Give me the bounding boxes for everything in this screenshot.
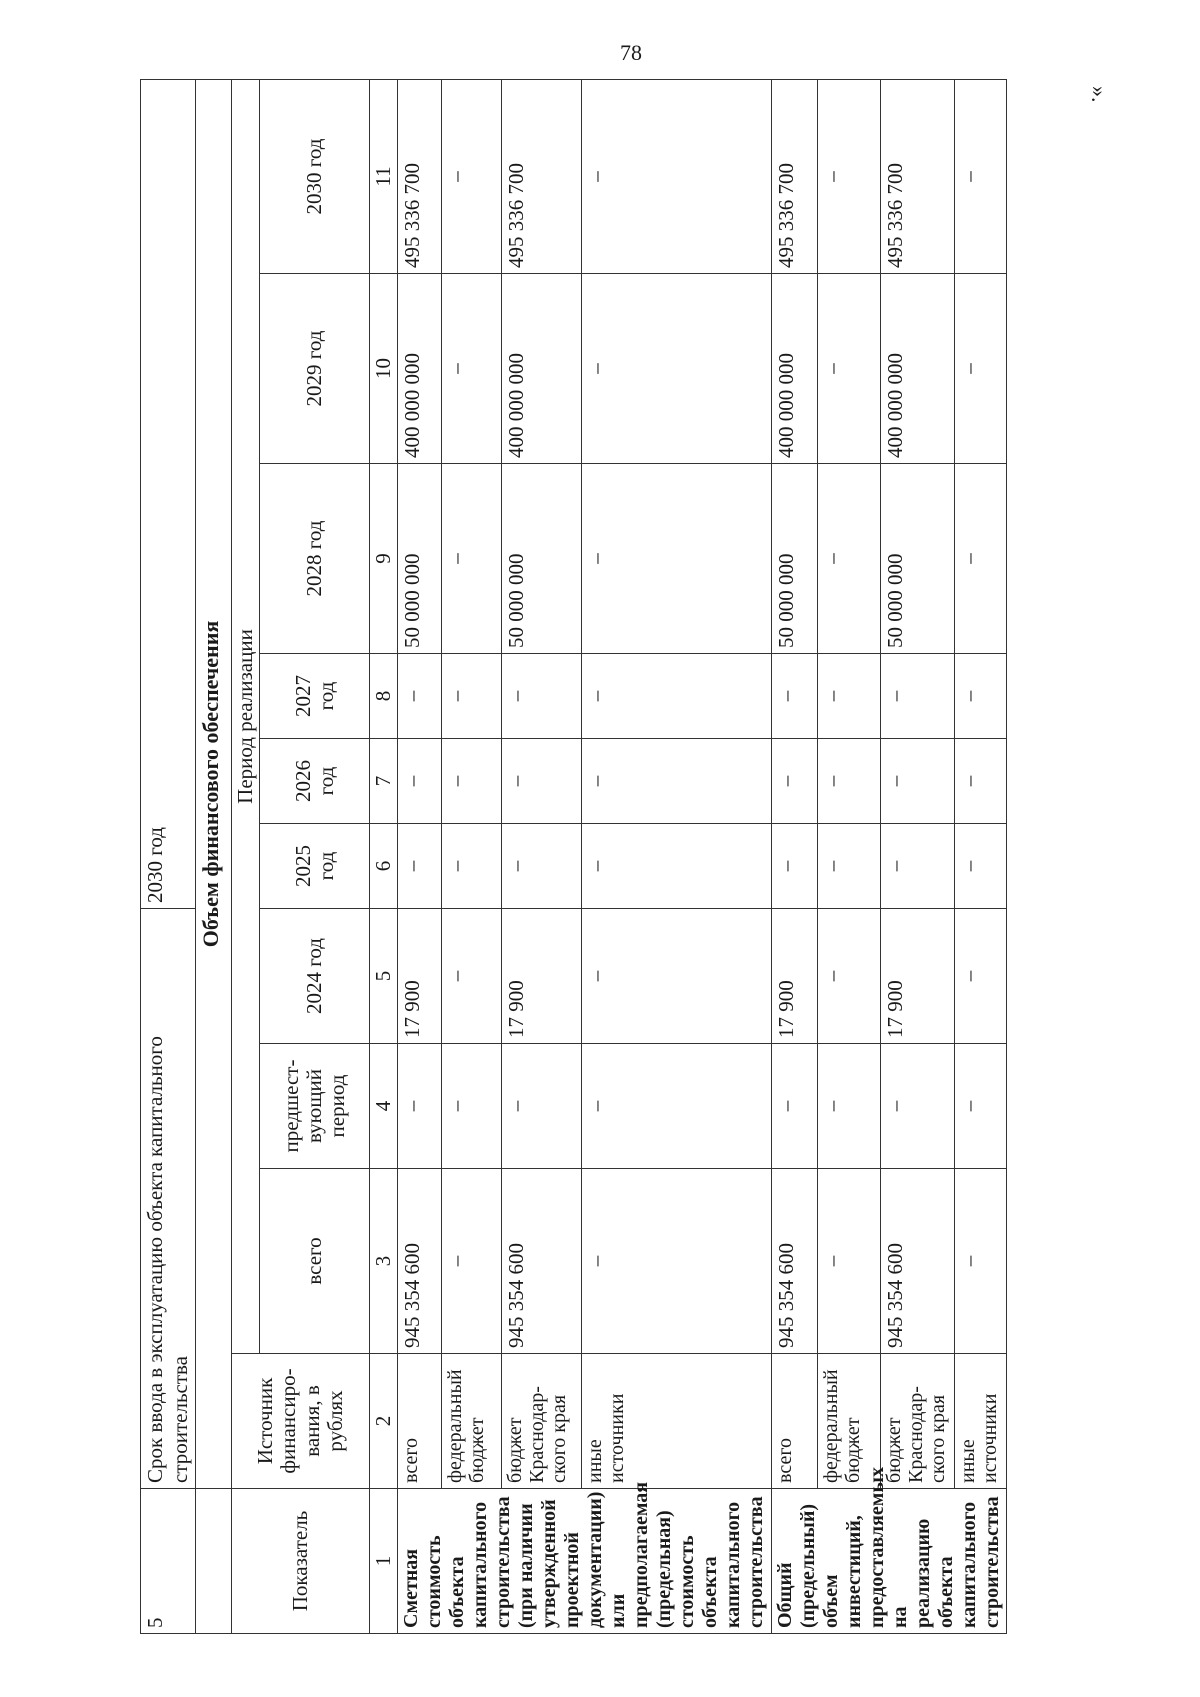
value-cell: – <box>818 654 881 739</box>
value-cell: 50 000 000 <box>398 464 442 654</box>
indicator-cell: Сметная стоимость объекта капитального строительства (при наличии утвержденной проектной документации) или предполагаемая (предельная) стоимость объекта капитального строительства <box>398 1489 772 1634</box>
value-cell: – <box>954 1044 1006 1169</box>
value-cell: – <box>880 654 954 739</box>
value-cell: 945 354 600 <box>880 1169 954 1354</box>
value-cell: – <box>502 739 582 824</box>
value-cell: 400 000 000 <box>502 274 582 464</box>
table-row <box>442 79 502 1633</box>
header-period-group: Период реализации <box>232 79 260 1353</box>
value-cell: – <box>818 79 881 273</box>
term-index: 5 <box>141 1489 196 1634</box>
value-cell: – <box>582 824 772 909</box>
header-2026: 2026 год <box>260 739 370 824</box>
header-2030: 2030 год <box>260 79 370 273</box>
value-cell: 17 900 <box>398 909 442 1044</box>
source-cell: иные источники <box>954 1354 1006 1489</box>
indicator-cell: Общий (предельный) объем инвестиций, предоставляемых на реализацию объекта капитального строительства <box>772 1489 1007 1634</box>
value-cell: 945 354 600 <box>398 1169 442 1354</box>
value-cell: – <box>442 739 502 824</box>
table-row <box>880 79 954 1633</box>
value-cell: – <box>818 1169 881 1354</box>
source-cell: федеральный бюджет <box>818 1354 881 1489</box>
value-cell: 495 336 700 <box>502 79 582 273</box>
col-num: 8 <box>370 654 398 739</box>
value-cell: – <box>398 824 442 909</box>
value-cell: 17 900 <box>772 909 818 1044</box>
table-row <box>582 79 772 1633</box>
value-cell: – <box>398 1044 442 1169</box>
value-cell: – <box>582 654 772 739</box>
col-num: 11 <box>370 79 398 273</box>
value-cell: – <box>818 464 881 654</box>
header-2027: 2027 год <box>260 654 370 739</box>
value-cell: – <box>772 824 818 909</box>
value-cell: 495 336 700 <box>880 79 954 273</box>
value-cell: – <box>582 464 772 654</box>
value-cell: – <box>582 739 772 824</box>
header-2024: 2024 год <box>260 909 370 1044</box>
value-cell: – <box>954 274 1006 464</box>
source-cell: всего <box>772 1354 818 1489</box>
source-cell: бюджет Краснодар-ского края <box>502 1354 582 1489</box>
value-cell: – <box>582 1044 772 1169</box>
value-cell: – <box>442 274 502 464</box>
source-cell: иные источники <box>582 1354 772 1489</box>
table-row <box>818 79 881 1633</box>
value-cell: – <box>442 79 502 273</box>
section-title: Объем финансового обеспечения <box>196 79 232 1488</box>
rotated-table-page <box>140 80 1109 1634</box>
col-num: 3 <box>370 1169 398 1354</box>
value-cell: – <box>772 654 818 739</box>
value-cell: – <box>502 1044 582 1169</box>
value-cell: – <box>818 824 881 909</box>
value-cell: – <box>818 274 881 464</box>
value-cell: – <box>582 1169 772 1354</box>
value-cell: 495 336 700 <box>772 79 818 273</box>
value-cell: – <box>442 654 502 739</box>
value-cell: – <box>442 824 502 909</box>
col-num: 5 <box>370 909 398 1044</box>
source-cell: федеральный бюджет <box>442 1354 502 1489</box>
col-num: 6 <box>370 824 398 909</box>
value-cell: – <box>772 1044 818 1169</box>
value-cell: – <box>442 1044 502 1169</box>
column-number-row <box>370 79 398 1633</box>
header-2029: 2029 год <box>260 274 370 464</box>
value-cell: 17 900 <box>880 909 954 1044</box>
value-cell: 400 000 000 <box>398 274 442 464</box>
table-row <box>398 79 442 1633</box>
value-cell: 50 000 000 <box>880 464 954 654</box>
header-total: всего <box>260 1169 370 1354</box>
col-num: 2 <box>370 1354 398 1489</box>
value-cell: – <box>954 654 1006 739</box>
header-2025: 2025 год <box>260 824 370 909</box>
term-row <box>141 79 196 1633</box>
col-num: 10 <box>370 274 398 464</box>
value-cell: 50 000 000 <box>772 464 818 654</box>
value-cell: – <box>954 909 1006 1044</box>
value-cell: – <box>880 824 954 909</box>
value-cell: – <box>954 739 1006 824</box>
header-2028: 2028 год <box>260 464 370 654</box>
col-num: 7 <box>370 739 398 824</box>
value-cell: 400 000 000 <box>880 274 954 464</box>
header-previous: предшест-вующий период <box>260 1044 370 1169</box>
value-cell: – <box>880 739 954 824</box>
value-cell: 945 354 600 <box>772 1169 818 1354</box>
financing-table <box>140 79 1007 1634</box>
col-num: 1 <box>370 1489 398 1634</box>
value-cell: – <box>954 1169 1006 1354</box>
source-cell: всего <box>398 1354 442 1489</box>
header-source: Источник финансиро-вания, в рублях <box>232 1354 370 1489</box>
value-cell: – <box>818 909 881 1044</box>
col-num: 4 <box>370 1044 398 1169</box>
page-number: 78 <box>620 40 642 65</box>
header-indicator: Показатель <box>232 1489 370 1634</box>
source-cell: бюджет Краснодар-ского края <box>880 1354 954 1489</box>
value-cell: – <box>818 739 881 824</box>
value-cell: 50 000 000 <box>502 464 582 654</box>
value-cell: – <box>398 654 442 739</box>
data-rows <box>398 79 1007 1633</box>
value-cell: – <box>502 654 582 739</box>
value-cell: – <box>442 909 502 1044</box>
value-cell: – <box>442 464 502 654</box>
value-cell: – <box>582 79 772 273</box>
value-cell: – <box>818 1044 881 1169</box>
closing-quote-mark: ». <box>1087 86 1112 103</box>
value-cell: 17 900 <box>502 909 582 1044</box>
value-cell: – <box>772 739 818 824</box>
value-cell: – <box>582 274 772 464</box>
value-cell: – <box>954 79 1006 273</box>
table-row <box>502 79 582 1633</box>
value-cell: – <box>442 1169 502 1354</box>
term-label: Срок ввода в эксплуатацию объекта капитального строительства <box>141 909 196 1489</box>
value-cell: – <box>502 824 582 909</box>
value-cell: – <box>880 1044 954 1169</box>
value-cell: 495 336 700 <box>398 79 442 273</box>
section-title-row <box>196 79 232 1633</box>
value-cell: 945 354 600 <box>502 1169 582 1354</box>
term-value: 2030 год <box>141 79 196 908</box>
value-cell: – <box>582 909 772 1044</box>
value-cell: – <box>398 739 442 824</box>
table-row <box>772 79 818 1633</box>
col-num: 9 <box>370 464 398 654</box>
value-cell: 400 000 000 <box>772 274 818 464</box>
value-cell: – <box>954 824 1006 909</box>
table-row <box>954 79 1006 1633</box>
value-cell: – <box>954 464 1006 654</box>
